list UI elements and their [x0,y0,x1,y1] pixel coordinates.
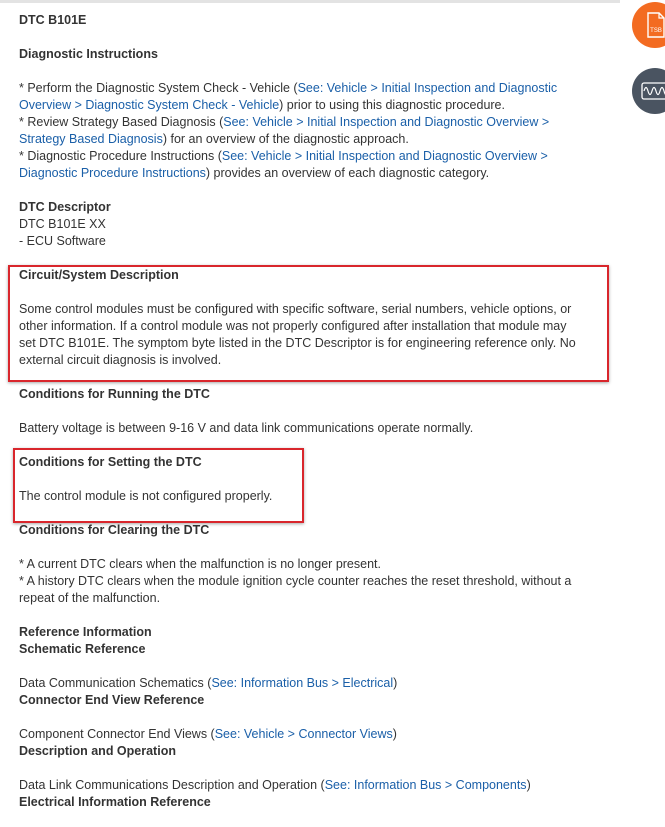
description-operation-heading: Description and Operation [19,744,176,758]
running-conditions-text: Battery voltage is between 9-16 V and data link communications operate normally. [19,421,474,435]
connector-reference-line: Component Connector End Views (See: Vehicle > Connector Views) [19,727,397,741]
instruction-2-cont: Strategy Based Diagnosis) for an overview of the diagnostic approach. [19,132,409,146]
circuit-description-heading: Circuit/System Description [19,268,179,282]
circuit-text-line: Some control modules must be configured with specific software, serial numbers, vehicle options, or [19,302,572,316]
dtc-descriptor-heading: DTC Descriptor [19,200,111,214]
circuit-text-line: set DTC B101E. The symptom byte listed in the DTC Descriptor is for engineering reference only. No [19,336,576,350]
clearing-condition-item-cont: repeat of the malfunction. [19,591,161,605]
link-connector-views[interactable]: See: Vehicle > Connector Views [214,727,393,741]
link-strategy-based-diagnosis[interactable]: See: Vehicle > Initial Inspection and Diagnostic Overview > [223,115,550,129]
running-conditions-heading: Conditions for Running the DTC [19,387,210,401]
link-diagnostic-system-check-cont[interactable]: Overview > Diagnostic System Check - Vehicle [19,98,280,112]
instruction-1-cont: Overview > Diagnostic System Check - Vehicle) prior to using this diagnostic procedure. [19,98,505,112]
link-diagnostic-system-check[interactable]: See: Vehicle > Initial Inspection and Diagnostic [297,81,558,95]
document-icon [632,2,665,48]
setting-conditions-highlight [13,448,304,523]
instruction-2: * Review Strategy Based Diagnosis (See: Vehicle > Initial Inspection and Diagnostic Overview > [19,115,550,129]
reference-information-heading: Reference Information [19,625,152,639]
link-strategy-based-diagnosis-cont[interactable]: Strategy Based Diagnosis [19,132,163,146]
instruction-3: * Diagnostic Procedure Instructions (See: Vehicle > Initial Inspection and Diagnostic Overview > [19,149,548,163]
circuit-text-line: external circuit diagnosis is involved. [19,353,222,367]
top-divider [0,0,620,3]
connector-end-view-heading: Connector End View Reference [19,693,205,707]
circuit-description-highlight [8,265,609,382]
diagnostic-instructions-heading: Diagnostic Instructions [19,47,158,61]
page-title: DTC B101E [19,13,87,27]
clearing-condition-item: * A history DTC clears when the module ignition cycle counter reaches the reset threshold, without a [19,574,572,588]
setting-conditions-heading: Conditions for Setting the DTC [19,455,202,469]
schematic-reference-line: Data Communication Schematics (See: Information Bus > Electrical) [19,676,398,690]
tsb-button[interactable] [632,2,665,48]
setting-conditions-text: The control module is not configured properly. [19,489,273,503]
link-information-bus-electrical[interactable]: See: Information Bus > Electrical [211,676,394,690]
link-diagnostic-procedure-instructions-cont[interactable]: Diagnostic Procedure Instructions [19,166,206,180]
dtc-document [19,12,609,811]
instruction-3-cont: Diagnostic Procedure Instructions) provides an overview of each diagnostic category. [19,166,490,180]
link-diagnostic-procedure-instructions[interactable]: See: Vehicle > Initial Inspection and Diagnostic Overview > [221,149,548,163]
clearing-conditions-heading: Conditions for Clearing the DTC [19,523,210,537]
instruction-1: * Perform the Diagnostic System Check - Vehicle (See: Vehicle > Initial Inspection and Diagnostic [19,81,558,95]
waveform-button[interactable] [632,68,665,114]
description-reference-line: Data Link Communications Description and Operation (See: Information Bus > Components) [19,778,531,792]
waveform-icon [632,68,665,114]
tsb-label: TSB [650,28,662,34]
dtc-descriptor-item: - ECU Software [19,234,106,248]
electrical-information-heading: Electrical Information Reference [19,795,211,809]
schematic-reference-heading: Schematic Reference [19,642,146,656]
dtc-code: DTC B101E XX [19,217,106,231]
clearing-condition-item: * A current DTC clears when the malfunction is no longer present. [19,557,381,571]
circuit-text-line: other information. If a control module was not properly configured after installation that module may [19,319,567,333]
link-information-bus-components[interactable]: See: Information Bus > Components [324,778,527,792]
